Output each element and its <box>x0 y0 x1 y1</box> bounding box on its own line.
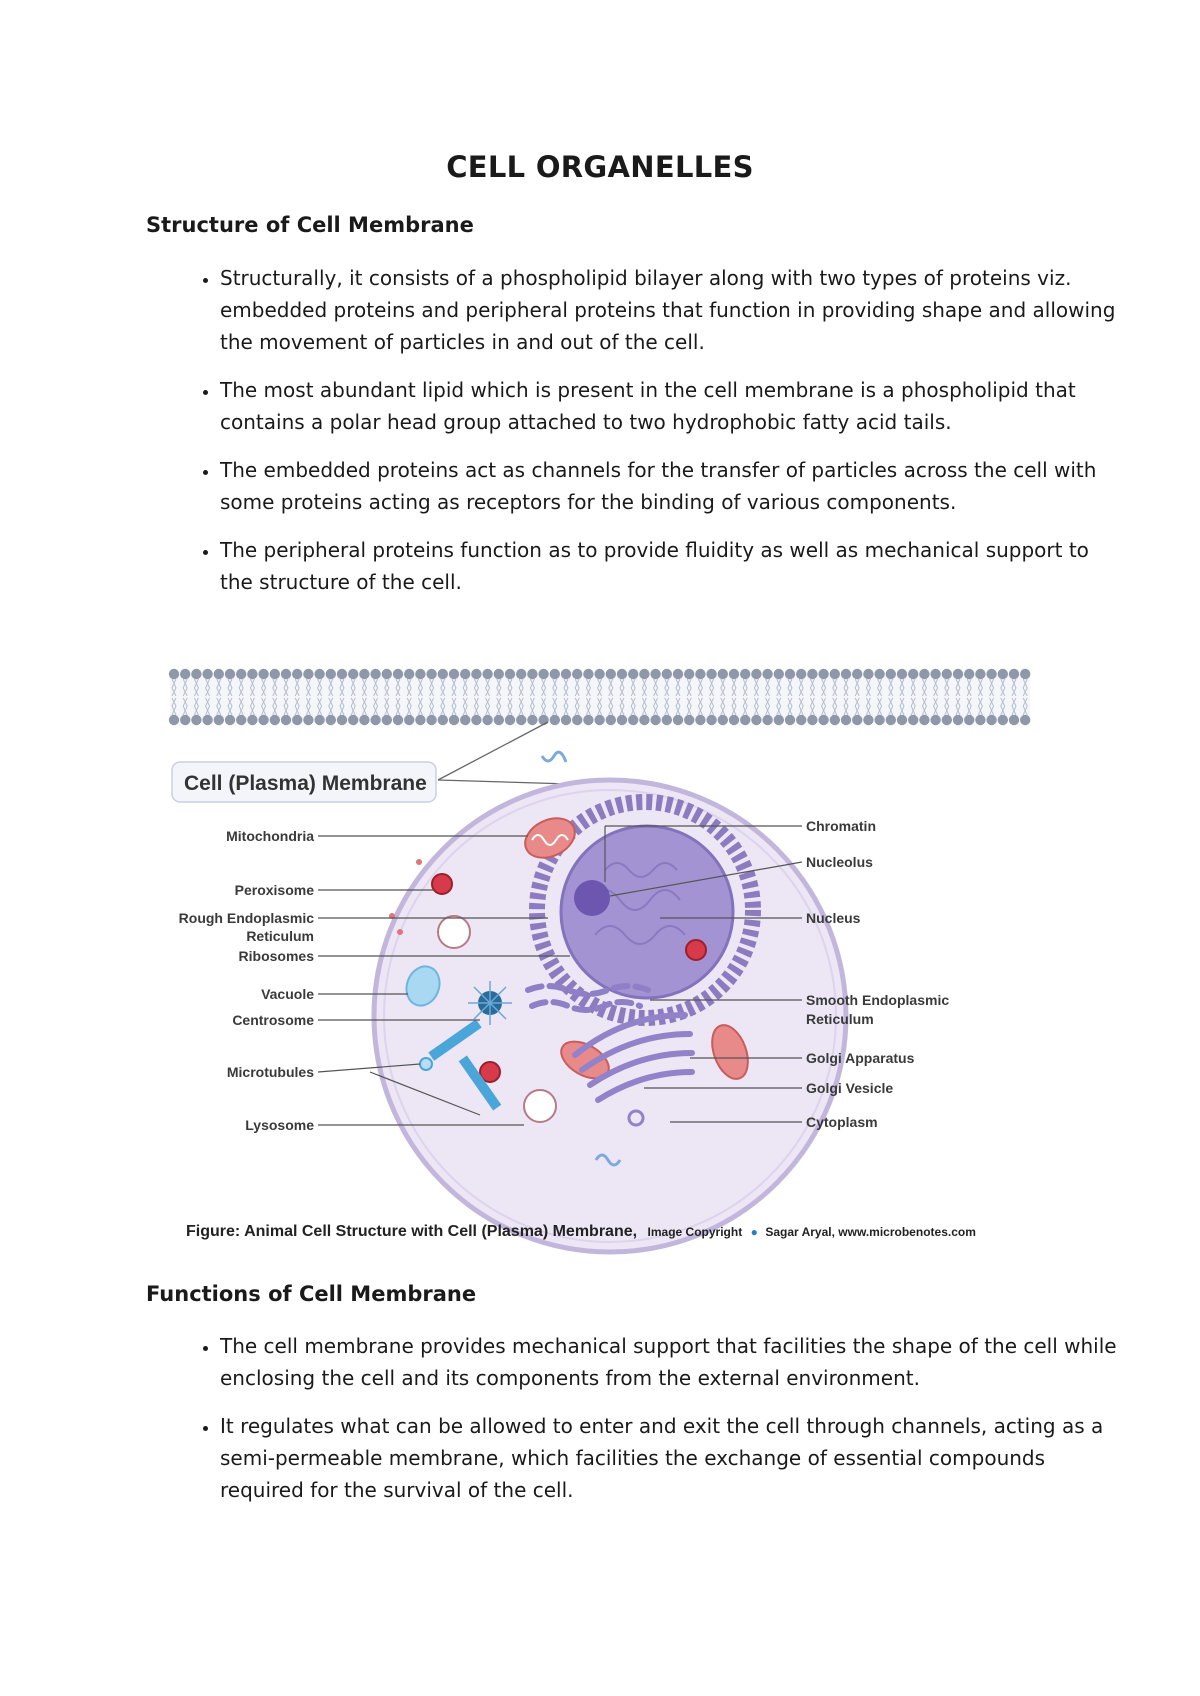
lipid-head <box>628 669 638 679</box>
lipid-head <box>897 715 907 725</box>
peroxisome <box>432 874 452 894</box>
lipid-head <box>908 715 918 725</box>
lipid-head <box>818 669 828 679</box>
lipid-head <box>393 669 403 679</box>
lipid-head <box>718 715 728 725</box>
lipid-head <box>841 669 851 679</box>
lipid-head <box>639 669 649 679</box>
lipid-head <box>606 669 616 679</box>
lipid-head <box>751 669 761 679</box>
lipid-head <box>919 715 929 725</box>
lipid-head <box>662 669 672 679</box>
lipid-head <box>214 669 224 679</box>
lipid-head <box>538 669 548 679</box>
lipid-head <box>908 669 918 679</box>
lipid-head <box>359 715 369 725</box>
lipid-head <box>706 715 716 725</box>
lipid-head <box>326 715 336 725</box>
lipid-head <box>247 669 257 679</box>
list-item: • The cell membrane provides mechanical support that facilities the shape of the cell while enclosing the cell and its components from the external environment. <box>220 1330 1120 1394</box>
phospholipid-bilayer <box>169 669 1031 725</box>
lipid-head <box>561 715 571 725</box>
lipid-head <box>348 669 358 679</box>
label-nucleolus: Nucleolus <box>806 854 873 870</box>
lipid-head <box>964 715 974 725</box>
lipid-head <box>191 669 201 679</box>
lipid-head <box>426 669 436 679</box>
lipid-head <box>169 715 179 725</box>
lipid-head <box>930 669 940 679</box>
lipid-head <box>617 669 627 679</box>
lipid-head <box>247 715 257 725</box>
lipid-head <box>281 669 291 679</box>
lipid-head <box>919 669 929 679</box>
lipid-head <box>650 715 660 725</box>
lipid-head <box>662 715 672 725</box>
lipid-head <box>550 715 560 725</box>
lipid-head <box>830 715 840 725</box>
lipid-head <box>415 715 425 725</box>
lipid-head <box>684 669 694 679</box>
lipid-head <box>852 715 862 725</box>
list-item: • The most abundant lipid which is present in the cell membrane is a phospholipid that contains a polar head group attached to two hydrophobic fatty acid tails. <box>220 374 1120 438</box>
lipid-head <box>986 669 996 679</box>
lipid-head <box>527 715 537 725</box>
lipid-head <box>460 715 470 725</box>
lipid-head <box>561 669 571 679</box>
lipid-head <box>572 715 582 725</box>
list-item: • It regulates what can be allowed to enter and exit the cell through channels, acting as a semi-permeable membrane, which facilities the exchange of essential compounds required for the survival of the cell. <box>220 1410 1120 1506</box>
label-smooth-er-1: Smooth Endoplasmic <box>806 992 950 1008</box>
lipid-head <box>975 669 985 679</box>
lipid-head <box>292 669 302 679</box>
lipid-head <box>326 669 336 679</box>
lipid-head <box>1020 715 1030 725</box>
lipid-head <box>258 715 268 725</box>
lipid-head <box>404 669 414 679</box>
lipid-head <box>471 669 481 679</box>
lipid-head <box>964 669 974 679</box>
lipid-head <box>998 669 1008 679</box>
lipid-head <box>236 715 246 725</box>
lipid-head <box>942 715 952 725</box>
lipid-head <box>292 715 302 725</box>
lipid-head <box>494 715 504 725</box>
lipid-head <box>807 715 817 725</box>
figure-caption <box>186 1223 976 1240</box>
label-chromatin: Chromatin <box>806 818 876 834</box>
lipid-head <box>774 669 784 679</box>
lipid-head <box>180 669 190 679</box>
lipid-head <box>740 669 750 679</box>
lipid-head <box>852 669 862 679</box>
lysosome <box>438 916 470 948</box>
lipid-head <box>830 669 840 679</box>
lipid-head <box>740 715 750 725</box>
section-heading-structure: Structure of Cell Membrane <box>146 213 474 237</box>
lipid-head <box>886 669 896 679</box>
lipid-head <box>930 715 940 725</box>
lipid-head <box>807 669 817 679</box>
lipid-head <box>594 715 604 725</box>
lipid-head <box>359 669 369 679</box>
lipid-head <box>482 669 492 679</box>
lipid-head <box>650 669 660 679</box>
lipid-head <box>370 715 380 725</box>
lipid-head <box>774 715 784 725</box>
label-smooth-er-2: Reticulum <box>806 1011 874 1027</box>
label-microtubules: Microtubules <box>226 1064 314 1080</box>
lipid-head <box>1009 715 1019 725</box>
lipid-head <box>695 669 705 679</box>
lipid-head <box>303 669 313 679</box>
figure-caption-main: Figure: Animal Cell Structure with Cell (Plasma) Membrane, <box>186 1223 638 1240</box>
lipid-head <box>986 715 996 725</box>
label-vacuole: Vacuole <box>261 986 314 1002</box>
nucleolus <box>574 880 610 916</box>
lipid-head <box>695 715 705 725</box>
lipid-head <box>382 669 392 679</box>
animal-cell-diagram <box>150 660 1050 1260</box>
lipid-head <box>471 715 481 725</box>
lipid-head <box>449 669 459 679</box>
label-golgi-apparatus: Golgi Apparatus <box>806 1050 915 1066</box>
list-item: • The peripheral proteins function as to provide fluidity as well as mechanical support to the structure of the cell. <box>220 534 1120 598</box>
lipid-head <box>314 669 324 679</box>
lipid-head <box>505 669 515 679</box>
membrane-label: Cell (Plasma) Membrane <box>184 772 427 795</box>
lipid-head <box>337 715 347 725</box>
label-rough-er-1: Rough Endoplasmic <box>178 910 314 926</box>
label-rough-er-2: Reticulum <box>246 928 314 944</box>
label-golgi-vesicle: Golgi Vesicle <box>806 1080 894 1096</box>
lipid-head <box>337 669 347 679</box>
lipid-head <box>202 715 212 725</box>
lipid-head <box>785 715 795 725</box>
lipid-head <box>673 715 683 725</box>
lipid-head <box>516 715 526 725</box>
copyright-icon: ● <box>750 1225 758 1239</box>
lipid-head <box>404 715 414 725</box>
structure-bullet-list <box>176 262 1120 614</box>
lipid-head <box>482 715 492 725</box>
lipid-head <box>942 669 952 679</box>
lipid-head <box>762 715 772 725</box>
label-nucleus: Nucleus <box>806 910 861 926</box>
lipid-head <box>270 669 280 679</box>
lipid-head <box>706 669 716 679</box>
lipid-head <box>438 669 448 679</box>
lipid-head <box>516 669 526 679</box>
functions-bullet-list <box>176 1330 1120 1522</box>
lipid-head <box>729 715 739 725</box>
label-ribosomes: Ribosomes <box>238 948 314 964</box>
lipid-head <box>729 669 739 679</box>
lipid-head <box>998 715 1008 725</box>
lipid-head <box>617 715 627 725</box>
lipid-head <box>1009 669 1019 679</box>
list-item: • The embedded proteins act as channels for the transfer of particles across the cell with some proteins acting as receptors for the binding of various components. <box>220 454 1120 518</box>
figure-caption-credit-name: Sagar Aryal, www.microbenotes.com <box>765 1225 976 1239</box>
lipid-head <box>348 715 358 725</box>
lipid-head <box>225 715 235 725</box>
lipid-head <box>505 715 515 725</box>
lipid-head <box>438 715 448 725</box>
lipid-head <box>762 669 772 679</box>
lipid-head <box>460 669 470 679</box>
lipid-head <box>314 715 324 725</box>
lipid-head <box>303 715 313 725</box>
lipid-head <box>393 715 403 725</box>
lipid-head <box>281 715 291 725</box>
lipid-head <box>191 715 201 725</box>
lipid-head <box>863 715 873 725</box>
lipid-head <box>1020 669 1030 679</box>
page-title: CELL ORGANELLES <box>446 150 754 184</box>
figure-caption-credit-prefix: Image Copyright <box>647 1225 743 1239</box>
lipid-head <box>169 669 179 679</box>
lipid-head <box>886 715 896 725</box>
lipid-head <box>863 669 873 679</box>
label-peroxisome: Peroxisome <box>234 882 314 898</box>
lipid-head <box>415 669 425 679</box>
lipid-head <box>550 669 560 679</box>
lipid-head <box>426 715 436 725</box>
lipid-head <box>718 669 728 679</box>
lipid-head <box>751 715 761 725</box>
list-item: • Structurally, it consists of a phospholipid bilayer along with two types of proteins viz. embedded proteins and peripheral proteins that function in providing shape and allowing the movement of particles in and out of the cell. <box>220 262 1120 358</box>
lipid-head <box>583 715 593 725</box>
label-mitochondria: Mitochondria <box>226 828 314 844</box>
lipid-head <box>594 669 604 679</box>
lipid-head <box>572 669 582 679</box>
label-centrosome: Centrosome <box>232 1012 314 1028</box>
lipid-head <box>258 669 268 679</box>
lipid-head <box>583 669 593 679</box>
lipid-head <box>202 669 212 679</box>
lipid-head <box>449 715 459 725</box>
lipid-head <box>382 715 392 725</box>
label-cytoplasm: Cytoplasm <box>806 1114 878 1130</box>
centrosome <box>468 981 512 1025</box>
lipid-head <box>236 669 246 679</box>
lipid-head <box>639 715 649 725</box>
lipid-head <box>527 669 537 679</box>
lipid-head <box>953 715 963 725</box>
lipid-head <box>214 715 224 725</box>
lipid-head <box>673 669 683 679</box>
lipid-head <box>874 669 884 679</box>
lipid-head <box>606 715 616 725</box>
label-lysosome: Lysosome <box>245 1117 314 1133</box>
lipid-head <box>874 715 884 725</box>
lipid-head <box>975 715 985 725</box>
lipid-head <box>370 669 380 679</box>
lipid-head <box>796 669 806 679</box>
lipid-head <box>684 715 694 725</box>
lipid-head <box>225 669 235 679</box>
lipid-head <box>796 715 806 725</box>
lipid-head <box>628 715 638 725</box>
lipid-head <box>180 715 190 725</box>
lipid-head <box>494 669 504 679</box>
lipid-head <box>841 715 851 725</box>
lipid-head <box>270 715 280 725</box>
lipid-head <box>785 669 795 679</box>
section-heading-functions: Functions of Cell Membrane <box>146 1282 477 1306</box>
lipid-head <box>953 669 963 679</box>
lipid-head <box>818 715 828 725</box>
lipid-head <box>897 669 907 679</box>
